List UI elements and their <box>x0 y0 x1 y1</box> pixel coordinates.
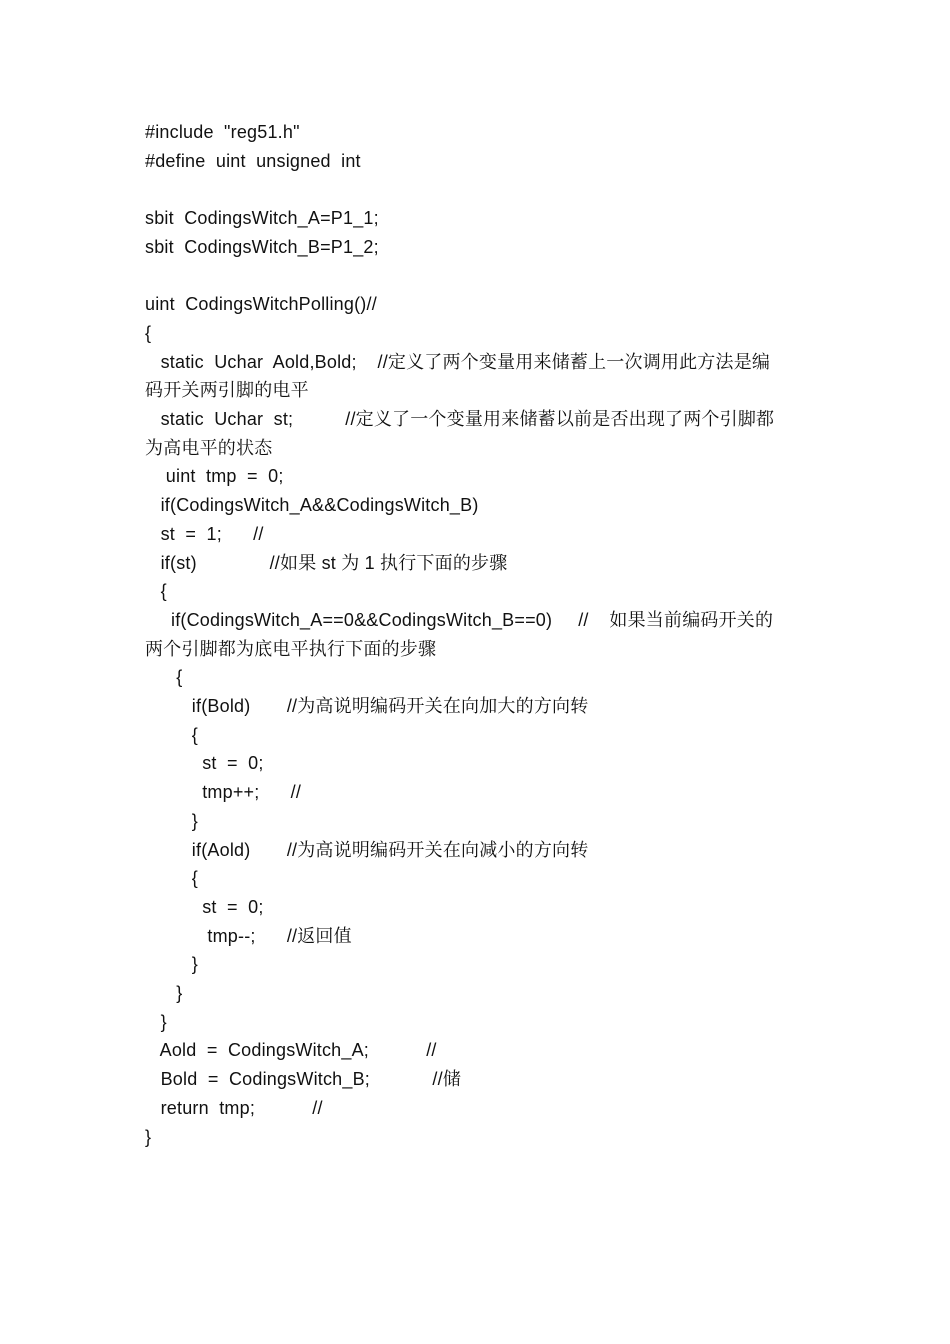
code-line: if(CodingsWitch_A==0&&CodingsWitch_B==0) // 如果当前编码开关的 <box>145 609 774 630</box>
code-line: { <box>145 581 167 602</box>
code-line: st = 1; // <box>145 523 264 544</box>
code-line: if(Aold) //为高说明编码开关在向减小的方向转 <box>145 839 589 860</box>
code-line: static Uchar Aold,Bold; //定义了两个变量用来储蓄上一次调用此方法是编 <box>145 351 771 372</box>
code-line: #include "reg51.h" <box>145 122 300 142</box>
code-line: if(Bold) //为高说明编码开关在向加大的方向转 <box>145 696 589 717</box>
code-line: sbit CodingsWitch_A=P1_1; <box>145 208 379 229</box>
code-line: { <box>145 322 152 343</box>
code-line: uint CodingsWitchPolling()// <box>145 294 377 315</box>
code-line: } <box>145 1011 167 1032</box>
code-line: { <box>145 868 199 889</box>
code-line: } <box>145 983 183 1004</box>
code-line: sbit CodingsWitch_B=P1_2; <box>145 236 379 257</box>
code-line: return tmp; // <box>145 1097 323 1118</box>
code-line: st = 0; <box>145 896 264 917</box>
code-block <box>145 118 815 1151</box>
code-line: } <box>145 954 199 975</box>
code-line: uint tmp = 0; <box>145 466 284 487</box>
code-line: Aold = CodingsWitch_A; // <box>145 1040 437 1061</box>
code-line: if(CodingsWitch_A&&CodingsWitch_B) <box>145 495 479 516</box>
code-line: } <box>145 810 199 831</box>
code-line: st = 0; <box>145 753 264 774</box>
code-line: 两个引脚都为底电平执行下面的步骤 <box>145 638 437 659</box>
code-line: Bold = CodingsWitch_B; //储 <box>145 1069 462 1090</box>
code-line: 为高电平的状态 <box>145 437 273 458</box>
code-line: #define uint unsigned int <box>145 150 361 171</box>
code-line: tmp--; //返回值 <box>145 925 352 946</box>
code-line: if(st) //如果 st 为 1 执行下面的步骤 <box>145 552 508 573</box>
code-line: 码开关两引脚的电平 <box>145 380 309 401</box>
code-line <box>145 175 815 204</box>
code-line: static Uchar st; //定义了一个变量用来储蓄以前是否出现了两个引脚都 <box>145 409 775 429</box>
code-line <box>145 262 815 291</box>
code-line: tmp++; // <box>145 782 302 803</box>
code-line: { <box>145 667 183 688</box>
code-line: { <box>145 724 199 745</box>
code-line: } <box>145 1126 152 1147</box>
